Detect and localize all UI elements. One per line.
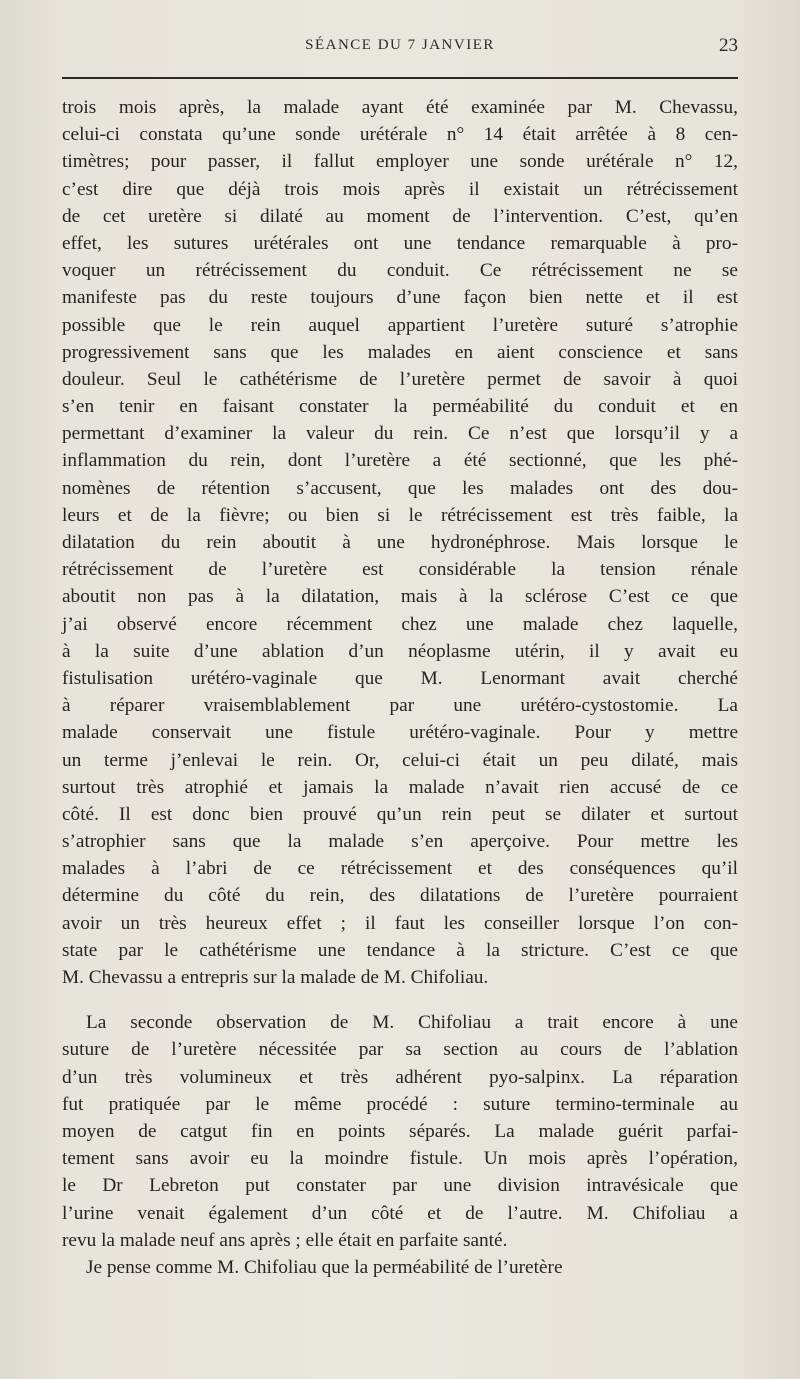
paragraph-gap xyxy=(62,991,738,1009)
text-line: progressivement sans que les malades en aient conscience et sans xyxy=(62,341,738,363)
text-line: fistulisation urétéro-vaginale que M. Lenormant avait cherché xyxy=(62,667,738,689)
text-line: s’en tenir en faisant constater la perméabilité du conduit et en xyxy=(62,396,738,418)
text-line: timètres; pour passer, il fallut employer une sonde urétérale n° 12, xyxy=(62,151,738,173)
text-line: c’est dire que déjà trois mois après il existait un rétrécissement xyxy=(62,178,738,200)
text-line: j’ai observé encore récemment chez une malade chez laquelle, xyxy=(62,613,738,635)
text-line: le Dr Lebreton put constater par une division intravésicale que xyxy=(62,1175,738,1197)
text-line: rétrécissement de l’uretère est considérable la tension rénale xyxy=(62,559,738,581)
paragraph xyxy=(62,1009,738,1254)
text-line: tement sans avoir eu la moindre fistule. Un mois après l’opération, xyxy=(62,1148,738,1170)
paragraph xyxy=(62,1254,738,1281)
text-line: d’un très volumineux et très adhérent pyo-salpinx. La réparation xyxy=(62,1066,738,1088)
text-line: malades à l’abri de ce rétrécissement et des conséquences qu’il xyxy=(62,858,738,880)
text-line: state par le cathétérisme une tendance à la stricture. C’est ce que xyxy=(62,939,738,961)
text-line: inflammation du rein, dont l’uretère a été sectionné, que les phé- xyxy=(62,450,738,472)
text-line: fut pratiquée par le même procédé : suture termino-terminale au xyxy=(62,1093,738,1115)
text-line: côté. Il est donc bien prouvé qu’un rein peut se dilater et surtout xyxy=(62,803,738,825)
text-line: voquer un rétrécissement du conduit. Ce rétrécissement ne se xyxy=(62,260,738,282)
text-line: douleur. Seul le cathétérisme de l’uretère permet de savoir à quoi xyxy=(62,368,738,390)
text-line: un terme j’enlevai le rein. Or, celui-ci était un peu dilaté, mais xyxy=(62,749,738,771)
running-header xyxy=(62,34,738,58)
text-line: de cet uretère si dilaté au moment de l’intervention. C’est, qu’en xyxy=(62,205,738,227)
text-line: Je pense comme M. Chifoliau que la perméabilité de l’uretère xyxy=(86,1256,563,1278)
text-line: moyen de catgut fin en points séparés. La malade guérit parfai- xyxy=(62,1120,738,1142)
text-line: M. Chevassu a entrepris sur la malade de M. Chifoliau. xyxy=(62,967,489,988)
text-line: dilatation du rein aboutit à une hydronéphrose. Mais lorsque le xyxy=(62,532,738,553)
text-line: l’urine venait également d’un côté et de l’autre. M. Chifoliau a xyxy=(62,1202,738,1224)
text-line: surtout très atrophié et jamais la malade n’avait rien accusé de ce xyxy=(62,776,738,798)
text-line: revu la malade neuf ans après ; elle était en parfaite santé. xyxy=(62,1229,508,1251)
page-number: 23 xyxy=(719,35,738,56)
text-line: à la suite d’une ablation d’un néoplasme utérin, il y avait eu xyxy=(62,640,738,662)
text-line: malade conservait une fistule urétéro-vaginale. Pour y mettre xyxy=(62,722,738,744)
paragraph xyxy=(62,94,738,991)
text-line: effet, les sutures urétérales ont une tendance remarquable à pro- xyxy=(62,232,738,254)
text-line: suture de l’uretère nécessitée par sa section au cours de l’ablation xyxy=(62,1039,738,1061)
text-line: manifeste pas du reste toujours d’une façon bien nette et il est xyxy=(62,287,738,309)
header-rule xyxy=(62,77,738,79)
header-title: SÉANCE DU 7 JANVIER xyxy=(305,37,495,53)
text-line: celui-ci constata qu’une sonde urétérale n° 14 était arrêtée à 8 cen- xyxy=(62,124,738,146)
body-text xyxy=(62,94,738,1281)
text-line: nomènes de rétention s’accusent, que les malades ont des dou- xyxy=(62,477,738,499)
text-line: La seconde observation de M. Chifoliau a trait encore à une xyxy=(86,1012,738,1034)
text-line: leurs et de la fièvre; ou bien si le rétrécissement est très faible, la xyxy=(62,504,738,526)
text-line: avoir un très heureux effet ; il faut les conseiller lorsque l’on con- xyxy=(62,912,738,934)
text-line: aboutit non pas à la dilatation, mais à la sclérose C’est ce que xyxy=(62,586,738,608)
text-line: s’atrophier sans que la malade s’en aperçoive. Pour mettre les xyxy=(62,831,738,853)
text-line: à réparer vraisemblablement par une urétéro-cystostomie. La xyxy=(62,695,738,717)
text-line: trois mois après, la malade ayant été examinée par M. Chevassu, xyxy=(62,97,738,118)
text-line: possible que le rein auquel appartient l’uretère suturé s’atrophie xyxy=(62,314,738,336)
text-line: permettant d’examiner la valeur du rein. Ce n’est que lorsqu’il y a xyxy=(62,423,738,445)
text-line: détermine du côté du rein, des dilatations de l’uretère pourraient xyxy=(62,885,738,907)
